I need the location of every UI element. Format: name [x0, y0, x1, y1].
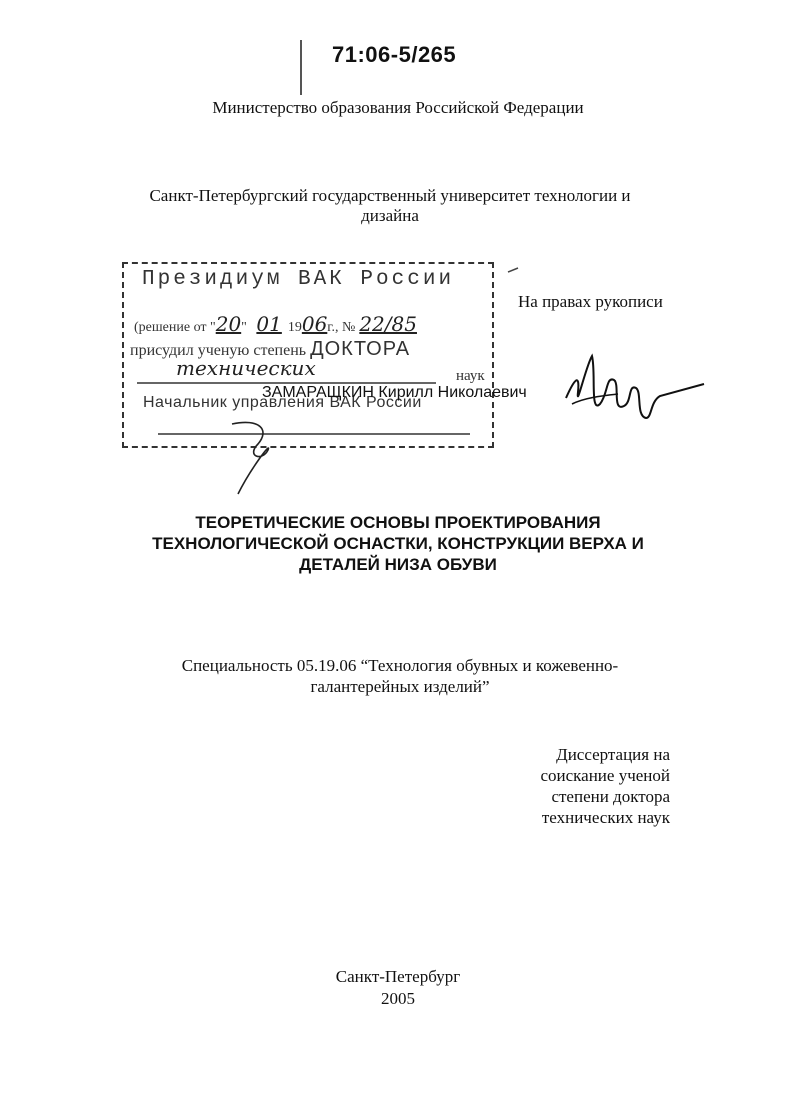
awarded-degree: ДОКТОРА: [310, 338, 411, 360]
ministry-name: Министерство образования Российской Федерации: [212, 98, 584, 117]
degree-line-4: технических наук: [541, 808, 670, 827]
tick-mark: [508, 268, 518, 272]
catalog-code: 71:06-5/265: [332, 42, 457, 67]
degree-line-3: степени доктора: [551, 787, 670, 806]
degree-line-2: соискание ученой: [540, 766, 670, 785]
vak-signature-mark: [232, 422, 268, 494]
specialty-line-2: галантерейных изделий”: [310, 677, 490, 696]
specialty: [140, 655, 660, 697]
stamp-field-suffix: наук: [456, 368, 485, 384]
decision-day: 20: [215, 312, 242, 336]
title-line-2: ТЕХНОЛОГИЧЕСКОЙ ОСНАСТКИ, КОНСТРУКЦИИ ВЕРХА И: [152, 534, 644, 553]
decision-number: 22/85: [359, 312, 417, 336]
university-line-2: дизайна: [361, 206, 419, 225]
stamp-decision-line: (решение от "20" 01 1906г., № 22/85: [134, 312, 417, 336]
manuscript-rights: На правах рукописи: [518, 292, 663, 311]
decision-month: 01: [256, 312, 282, 336]
decision-number-prefix: г., №: [327, 320, 356, 335]
author-name: ЗАМАРАЩКИН Кирилл Николаевич: [262, 384, 527, 401]
dissertation-title: [100, 512, 696, 575]
title-line-3: ДЕТАЛЕЙ НИЗА ОБУВИ: [299, 555, 497, 574]
stamp-field-handwritten: технических: [176, 356, 316, 380]
degree-statement: [520, 744, 670, 828]
stamp-header: Президиум ВАК России: [142, 268, 455, 291]
author-signature: [566, 356, 704, 418]
awarded-prefix: присудил ученую степень: [130, 342, 307, 359]
specialty-line-1: Специальность 05.19.06 “Технология обувных и кожевенно-: [181, 656, 619, 675]
stamp-chief-label: Начальник управления ВАК России: [143, 394, 422, 411]
decision-prefix: (решение от ": [134, 320, 216, 335]
university-line-1: Санкт-Петербургский государственный университет технологии и: [149, 186, 631, 205]
city: Санкт-Петербург: [335, 967, 461, 986]
decision-year: 06: [301, 312, 328, 336]
decision-year-prefix: 19: [287, 320, 302, 335]
title-line-1: ТЕОРЕТИЧЕСКИЕ ОСНОВЫ ПРОЕКТИРОВАНИЯ: [195, 513, 601, 532]
year: 2005: [381, 989, 415, 1008]
place-and-year: [0, 966, 796, 1010]
degree-line-1: Диссертация на: [556, 745, 670, 764]
